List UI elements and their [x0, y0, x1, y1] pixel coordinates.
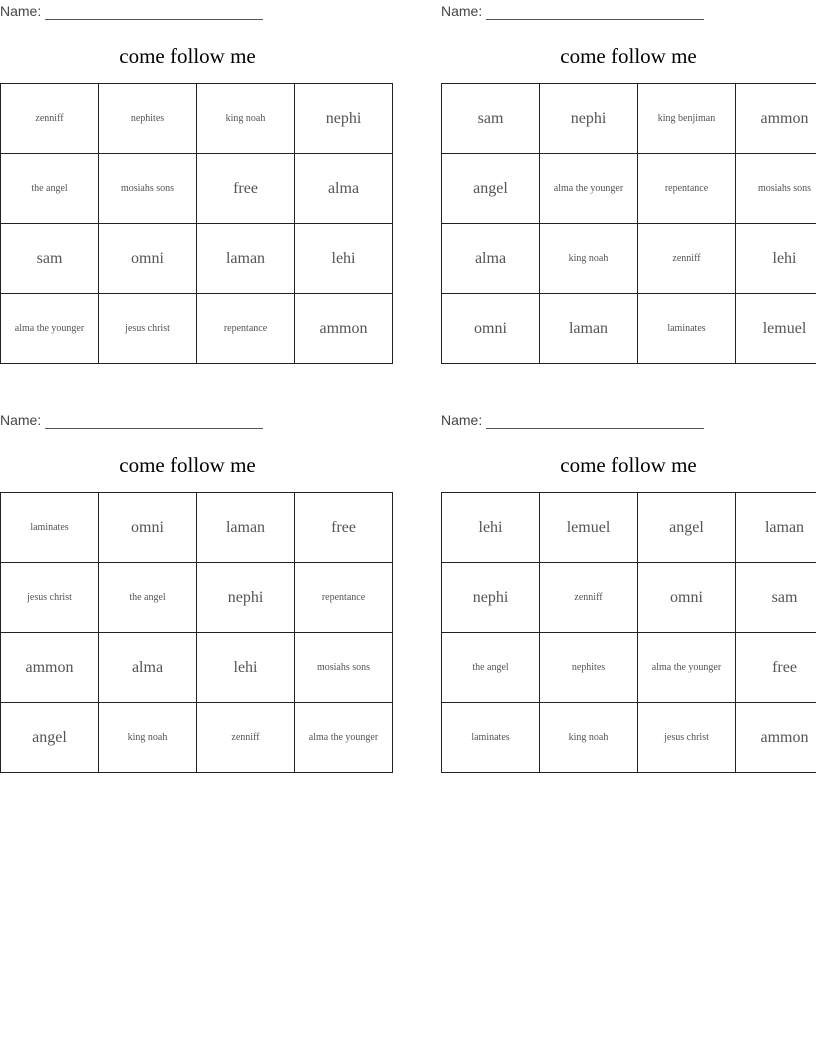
grid-cell: zenniff [638, 224, 736, 294]
grid-cell: ammon [295, 294, 393, 364]
grid-row [442, 154, 816, 224]
grid-cell: lemuel [736, 294, 816, 364]
grid-row [442, 224, 816, 294]
grid-cell: alma [295, 154, 393, 224]
name-field [441, 411, 704, 429]
grid-cell: the angel [1, 154, 99, 224]
name-label: Name: [0, 3, 42, 19]
card-title: come follow me [560, 453, 697, 477]
grid-cell: sam [736, 563, 816, 633]
grid-row [1, 224, 393, 294]
grid-cell: sam [1, 224, 99, 294]
grid-row [1, 563, 393, 633]
name-blank-line [486, 414, 704, 429]
bingo-grid [441, 492, 816, 773]
name-blank-line [45, 414, 263, 429]
grid-cell: king noah [540, 703, 638, 773]
grid-row [1, 493, 393, 563]
grid-cell: repentance [295, 563, 393, 633]
grid-cell: alma the younger [638, 633, 736, 703]
grid-cell: laman [197, 493, 295, 563]
name-field [0, 411, 263, 429]
grid-cell: king noah [197, 84, 295, 154]
grid-cell: mosiahs sons [736, 154, 816, 224]
grid-cell: alma [99, 633, 197, 703]
grid-cell: lehi [442, 493, 540, 563]
grid-row [442, 633, 816, 703]
grid-cell: repentance [638, 154, 736, 224]
grid-cell: omni [99, 224, 197, 294]
grid-cell: king benjiman [638, 84, 736, 154]
name-blank-line [486, 5, 704, 20]
grid-cell: laminates [442, 703, 540, 773]
grid-cell: zenniff [1, 84, 99, 154]
grid-cell: ammon [1, 633, 99, 703]
card-title: come follow me [119, 44, 256, 68]
grid-cell: alma the younger [1, 294, 99, 364]
grid-cell: zenniff [540, 563, 638, 633]
grid-cell: lehi [736, 224, 816, 294]
grid-cell: king noah [99, 703, 197, 773]
grid-cell: free [736, 633, 816, 703]
grid-cell: nephites [540, 633, 638, 703]
grid-cell: laman [736, 493, 816, 563]
grid-cell: angel [1, 703, 99, 773]
card-title: come follow me [560, 44, 697, 68]
name-field [0, 2, 263, 20]
grid-cell: the angel [99, 563, 197, 633]
grid-cell: laminates [638, 294, 736, 364]
grid-cell: repentance [197, 294, 295, 364]
name-label: Name: [441, 412, 483, 428]
grid-cell: angel [638, 493, 736, 563]
grid-cell: alma [442, 224, 540, 294]
grid-cell: mosiahs sons [295, 633, 393, 703]
grid-cell: jesus christ [1, 563, 99, 633]
grid-cell: free [197, 154, 295, 224]
grid-row [442, 563, 816, 633]
grid-cell: laminates [1, 493, 99, 563]
grid-cell: free [295, 493, 393, 563]
grid-cell: nephi [295, 84, 393, 154]
grid-cell: laman [540, 294, 638, 364]
grid-cell: king noah [540, 224, 638, 294]
bingo-grid [0, 492, 393, 773]
grid-row [1, 703, 393, 773]
grid-cell: nephi [197, 563, 295, 633]
bingo-grid [0, 83, 393, 364]
grid-row [1, 294, 393, 364]
grid-cell: alma the younger [540, 154, 638, 224]
grid-cell: jesus christ [99, 294, 197, 364]
grid-cell: mosiahs sons [99, 154, 197, 224]
grid-cell: nephi [540, 84, 638, 154]
grid-row [1, 84, 393, 154]
grid-row [1, 154, 393, 224]
card-title: come follow me [119, 453, 256, 477]
bingo-grid [441, 83, 816, 364]
name-field [441, 2, 704, 20]
grid-cell: ammon [736, 84, 816, 154]
grid-row [442, 294, 816, 364]
name-blank-line [45, 5, 263, 20]
grid-row [442, 703, 816, 773]
grid-cell: lehi [295, 224, 393, 294]
grid-cell: alma the younger [295, 703, 393, 773]
name-label: Name: [441, 3, 483, 19]
grid-cell: nephites [99, 84, 197, 154]
grid-cell: zenniff [197, 703, 295, 773]
grid-cell: lemuel [540, 493, 638, 563]
grid-cell: omni [99, 493, 197, 563]
grid-cell: omni [442, 294, 540, 364]
grid-cell: omni [638, 563, 736, 633]
grid-cell: sam [442, 84, 540, 154]
grid-row [442, 84, 816, 154]
grid-cell: nephi [442, 563, 540, 633]
grid-cell: jesus christ [638, 703, 736, 773]
grid-cell: ammon [736, 703, 816, 773]
grid-cell: angel [442, 154, 540, 224]
grid-row [442, 493, 816, 563]
grid-row [1, 633, 393, 703]
name-label: Name: [0, 412, 42, 428]
grid-cell: lehi [197, 633, 295, 703]
grid-cell: the angel [442, 633, 540, 703]
grid-cell: laman [197, 224, 295, 294]
